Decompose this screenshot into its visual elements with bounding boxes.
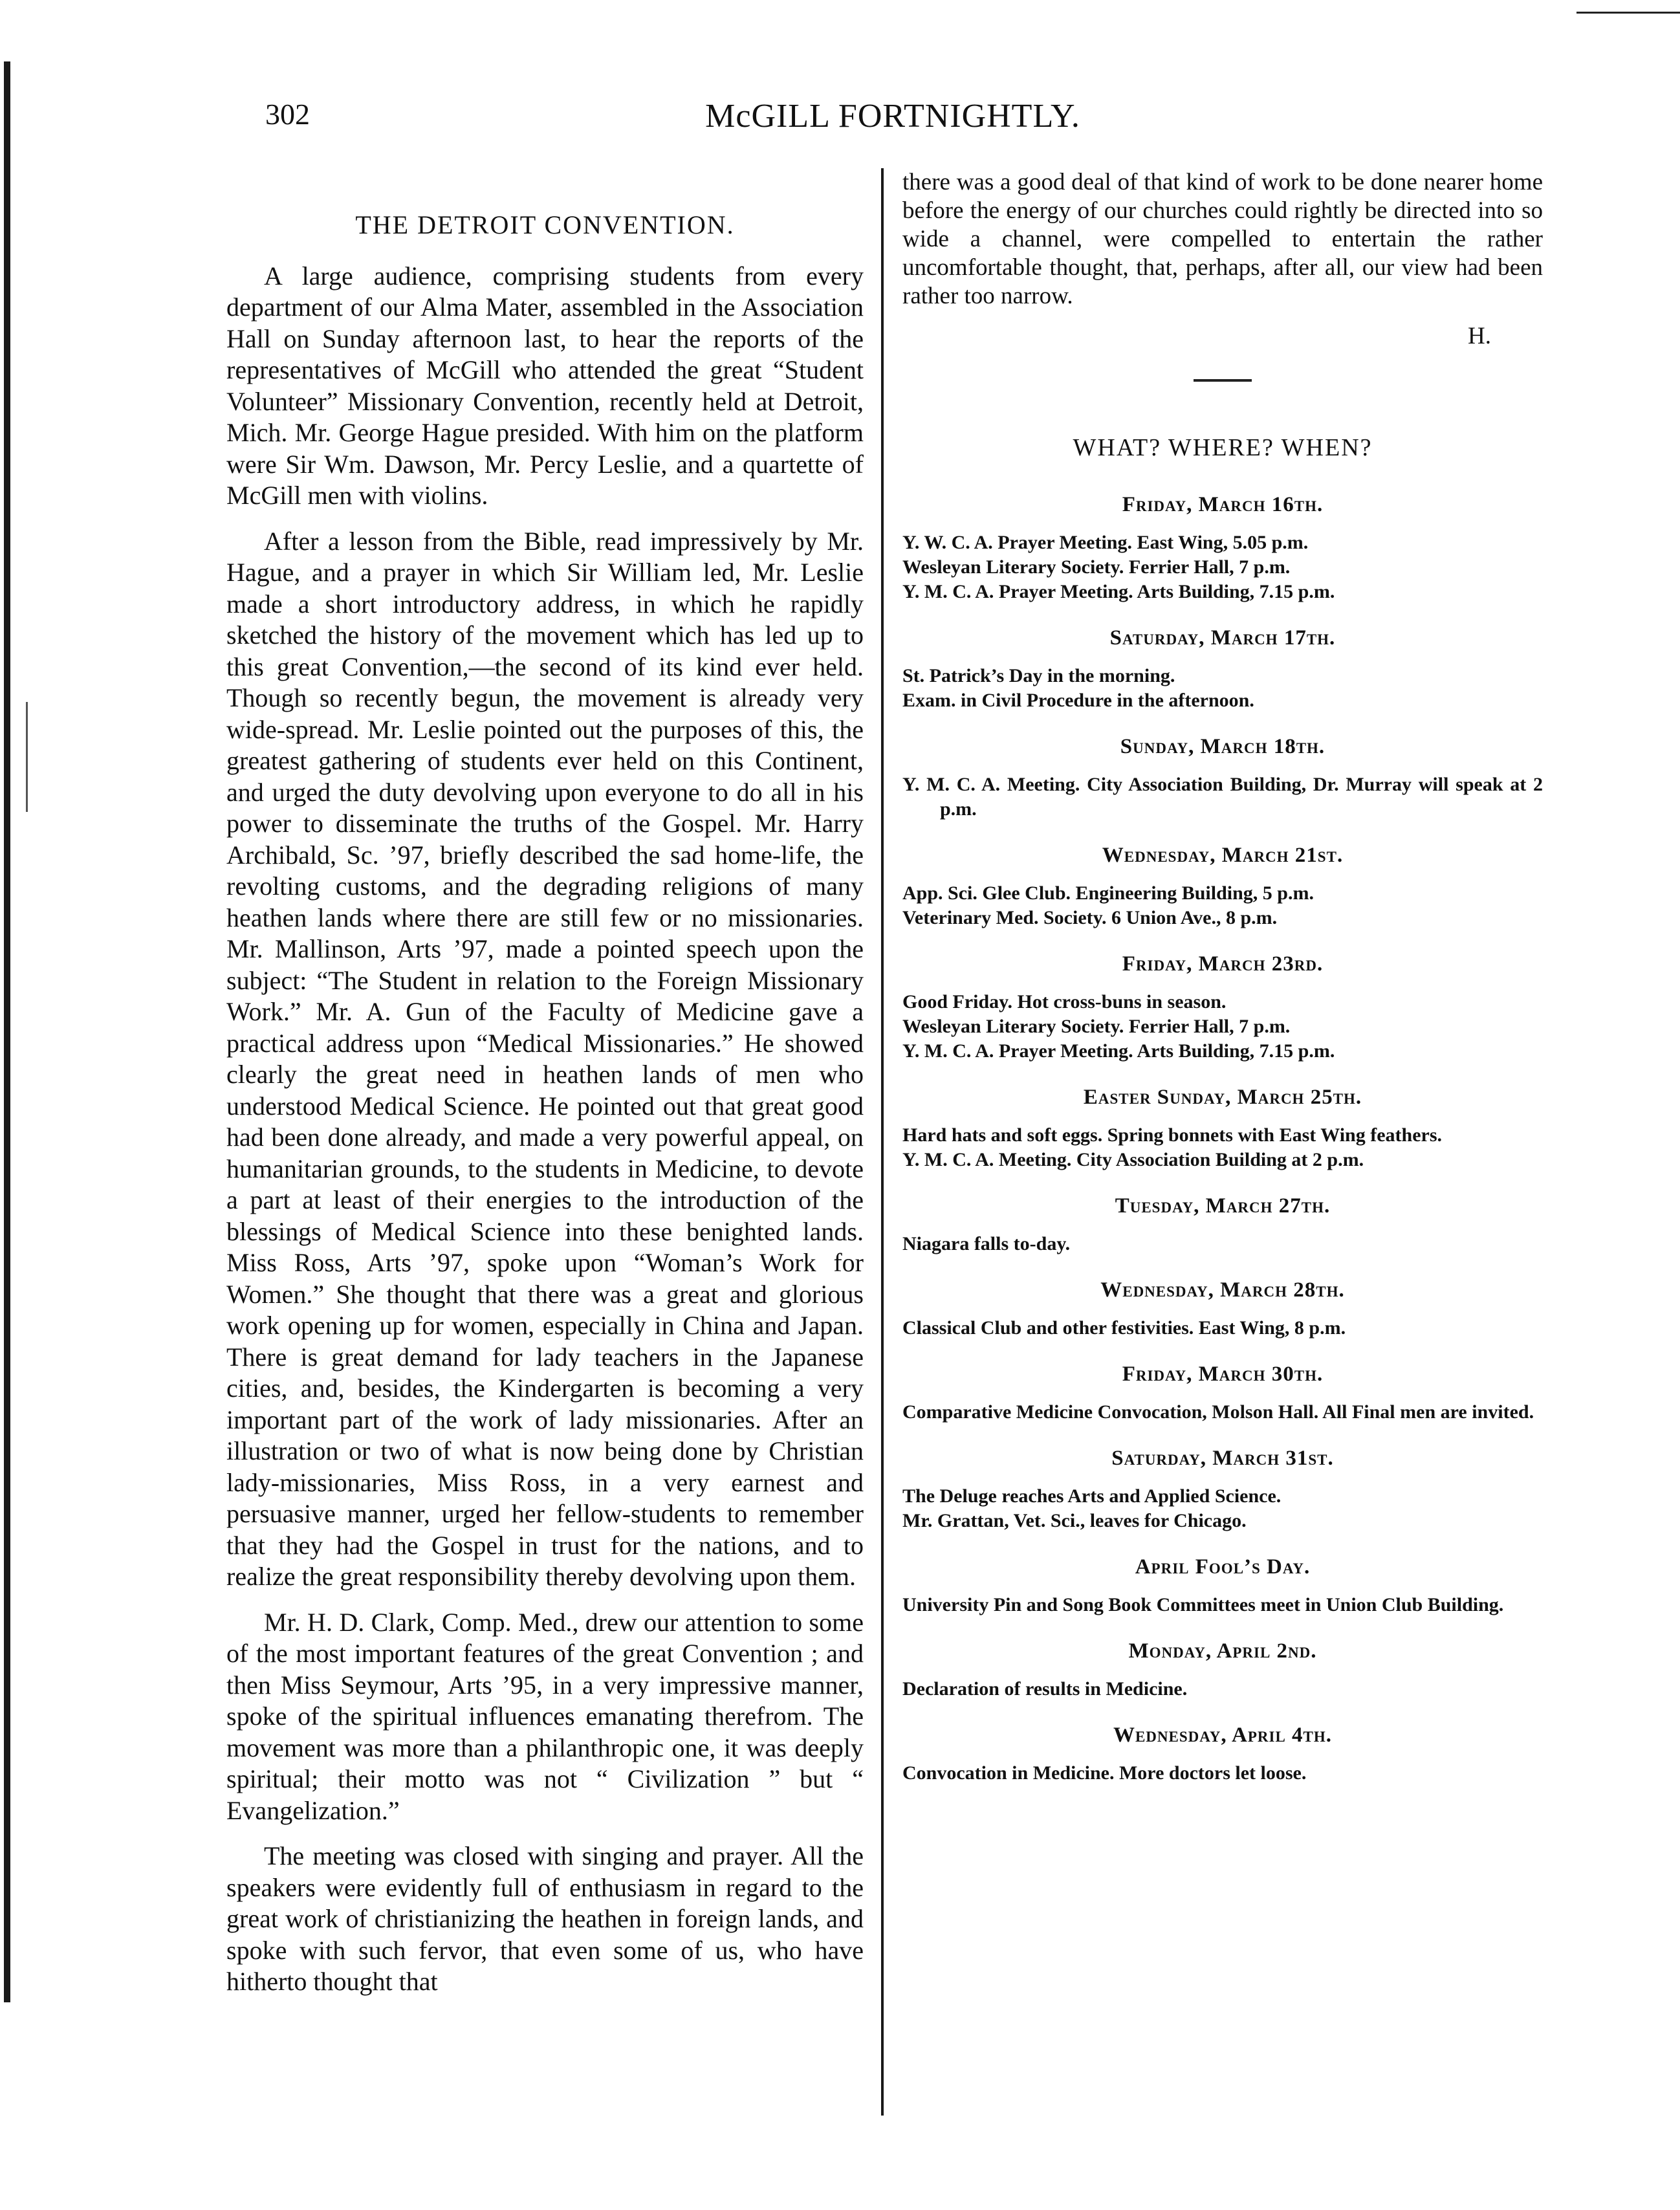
calendar-day-heading: Friday, March 23rd. [1122,952,1324,976]
calendar-event: Y. M. C. A. Meeting. City Association Building at 2 p.m. [902,1149,1364,1170]
calendar-day-heading: Friday, March 16th. [1122,493,1324,516]
calendar-event: Y. M. C. A. Meeting. City Association Building, Dr. Murray will speak at 2 p.m. [902,774,1543,820]
page-number: 302 [265,98,310,131]
calendar-day-heading: April Fool’s Day. [1135,1555,1311,1579]
column-divider [881,168,884,2116]
calendar-event: Hard hats and soft eggs. Spring bonnets with East Wing feathers. [902,1124,1443,1146]
article-paragraph: A large audience, comprising students from every department of our Alma Mater, assembled in the Association Hall on Sunday afternoon last, to hear the reports of the representatives of McGill who attended the great “Student Volunteer” Missionary Convention, recently held at Detroit, Mich. Mr. George Hague presided. With him on the platform were Sir Wm. Dawson, Mr. Percy Leslie, and a quartette of McGill men with violins. [226,261,864,510]
calendar-event: Comparative Medicine Convocation, Molson Hall. All Final men are invited. [902,1401,1534,1423]
calendar-event: Classical Club and other festivities. East Wing, 8 p.m. [902,1317,1346,1339]
article-paragraph: After a lesson from the Bible, read impressively by Mr. Hague, and a prayer in which Sir William led, Mr. Leslie made a short introductory address, in which he rapidly sketched the history of the movement which has led up to this great Convention,—the second of its kind ever held. Though so recently begun, the movement is already very wide-spread. Mr. Leslie pointed out the purposes of this, the greatest gathering of students ever held on this Continent, and urged the duty devolving upon everyone to do all in his power to disseminate the truths of the Gospel. Mr. Harry Archibald, Sc. ’97, briefly described the sad home-life, the revolting customs, and the degrading religions of many heathen lands where there are still few or no missionaries. Mr. Mallinson, Arts ’97, made a pointed speech upon the subject: “The Student in relation to the Foreign Missionary Work.” Mr. A. Gun of the Faculty of Medicine gave a practical address upon “Medical Missionaries.” He showed clearly the great need in heathen lands of men who understood Medical Science. He pointed out that great good had been done already, and made a very powerful appeal, on humanitarian grounds, to the students in Medicine, to devote a part at least of their energies to the introduction of the blessings of Medical Science into these benighted lands. Miss Ross, Arts ’97, spoke upon “Woman’s Work for Women.” She thought that there was a great and glorious work opening up for women, especially in China and Japan. There is great demand for lady teachers in the Japanese cities, and, besides, the Kindergarten is becoming a very important part of the work of lady missionaries. After an illustration or two of what is now being done by Christian lady-missionaries, Miss Ross, in a very earnest and persuasive manner, urged her fellow-students to remember that they had the Gospel in trust for the nations, and to realize the great responsibility thereby devolving upon them. [226,526,864,1591]
calendar-event: Veterinary Med. Society. 6 Union Ave., 8 p.m. [902,907,1278,928]
calendar-day-heading: Easter Sunday, March 25th. [1083,1086,1362,1109]
calendar-day-heading: Monday, April 2nd. [1128,1639,1317,1663]
calendar-day-heading: Wednesday, March 21st. [1102,844,1344,867]
calendar-event: App. Sci. Glee Club. Engineering Building, 5 p.m. [902,882,1314,904]
calendar-event: Wesleyan Literary Society. Ferrier Hall, 7 p.m. [902,556,1291,578]
calendar-event: Y. M. C. A. Prayer Meeting. Arts Building, 7.15 p.m. [902,1040,1335,1062]
calendar-day-heading: Wednesday, April 4th. [1113,1723,1333,1747]
scan-edge-left [4,61,10,2002]
article-title: THE DETROIT CONVENTION. [355,210,735,239]
article-paragraph: The meeting was closed with singing and prayer. All the speakers were evidently full of enthusiasm in regard to the great work of christianizing the heathen in foreign lands, and spoke with such fervor, that even some of us, who have hitherto thought that [226,1841,864,1996]
calendar-day-heading: Wednesday, March 28th. [1100,1278,1345,1302]
calendar-day-heading: Friday, March 30th. [1122,1362,1324,1386]
scan-edge-mark [26,702,28,812]
section-rule [1194,379,1252,382]
calendar-event: Niagara falls to-day. [902,1233,1071,1254]
right-column [902,168,1543,1786]
calendar-event: Good Friday. Hot cross-buns in season. [902,991,1227,1012]
calendar-day-heading: Tuesday, March 27th. [1115,1194,1331,1218]
calendar-event: Y. M. C. A. Prayer Meeting. Arts Building, 7.15 p.m. [902,581,1335,602]
calendar-event: Y. W. C. A. Prayer Meeting. East Wing, 5.05 p.m. [902,532,1309,553]
calendar-title: WHAT? WHERE? WHEN? [1073,434,1373,461]
article-paragraph: Mr. H. D. Clark, Comp. Med., drew our attention to some of the most important features of the great Convention ; and then Miss Seymour, Arts ’95, in a very impressive manner, spoke of the spiritual influences emanating therefrom. The movement was more than a philanthropic one, it was deeply spiritual; their motto was not “ Civilization ” but “ Evangelization.” [226,1607,864,1825]
calendar-day-heading: Sunday, March 18th. [1120,735,1325,758]
scan-corner-mark [1576,0,1680,14]
article-signature: H. [1468,323,1491,349]
calendar-event: The Deluge reaches Arts and Applied Science. [902,1485,1282,1507]
calendar-event: Declaration of results in Medicine. [902,1678,1188,1700]
page-header [265,97,1520,149]
calendar-event: St. Patrick’s Day in the morning. [902,665,1175,686]
calendar-day-heading: Saturday, March 17th. [1109,626,1336,650]
calendar-list [902,490,1543,1786]
calendar-day-heading: Saturday, March 31st. [1111,1447,1334,1470]
calendar-event: Mr. Grattan, Vet. Sci., leaves for Chicago. [902,1510,1247,1531]
calendar-event: Wesleyan Literary Society. Ferrier Hall, 7 p.m. [902,1016,1291,1037]
left-column [226,168,864,2012]
calendar-event: University Pin and Song Book Committees meet in Union Club Building. [902,1594,1504,1615]
calendar-event: Convocation in Medicine. More doctors let loose. [902,1762,1307,1784]
calendar-event: Exam. in Civil Procedure in the afternoon. [902,690,1254,711]
running-title: McGILL FORTNIGHTLY. [705,98,1080,135]
article-continuation: there was a good deal of that kind of work to be done nearer home before the energy of our churches could rightly be directed into so wide a channel, were compelled to entertain the rather uncomfortable thought, that, perhaps, after all, our view had been rather too narrow. [902,169,1543,309]
